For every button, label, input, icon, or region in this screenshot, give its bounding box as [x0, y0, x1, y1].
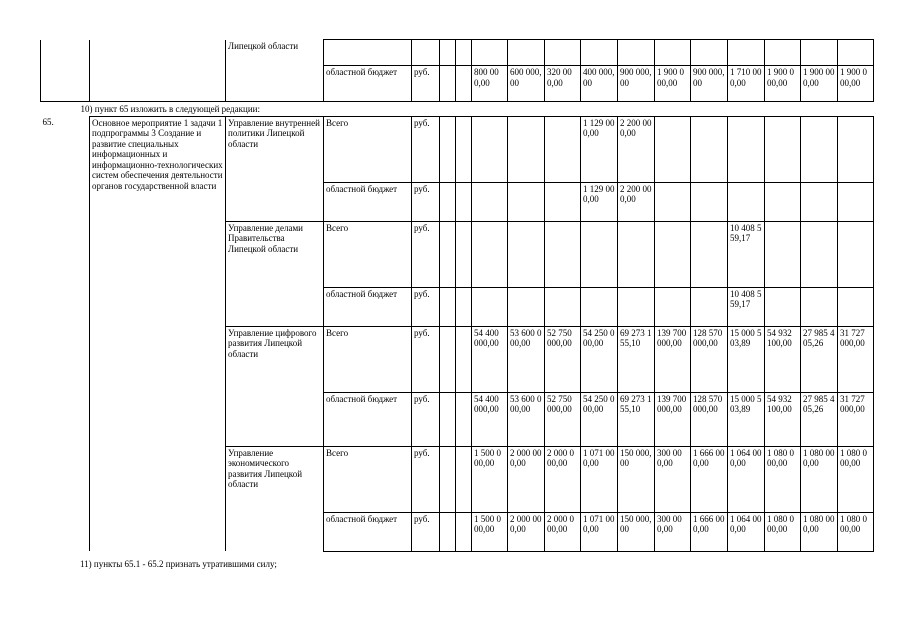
row-unit: руб. — [412, 512, 440, 551]
value-cell — [456, 40, 472, 66]
value-cell — [456, 326, 472, 392]
value-cell: 2 000 000,00 — [545, 512, 581, 551]
value-cell: 150 000,00 — [618, 512, 655, 551]
value-cell — [801, 182, 838, 221]
value-cell — [508, 221, 545, 287]
value-cell — [581, 40, 618, 66]
value-cell: 54 400 000,00 — [472, 392, 508, 446]
value-cell: 15 000 503,89 — [728, 326, 765, 392]
row-unit: руб. — [412, 287, 440, 326]
top-row-label: областной бюджет — [324, 66, 412, 102]
department-name: Управление внутренней политики Липецкой области — [226, 116, 324, 221]
value-cell — [456, 182, 472, 221]
value-cell: 10 408 559,17 — [728, 221, 765, 287]
value-cell: 320 000,00 — [545, 66, 581, 102]
value-cell — [765, 182, 801, 221]
value-cell: 1 666 000,00 — [691, 446, 728, 512]
row-label: Всего — [324, 221, 412, 287]
value-cell — [508, 287, 545, 326]
value-cell — [545, 287, 581, 326]
row-unit: руб. — [412, 446, 440, 512]
value-cell — [472, 116, 508, 182]
value-cell — [801, 116, 838, 182]
value-cell: 1 500 000,00 — [472, 446, 508, 512]
value-cell: 31 727 000,00 — [838, 392, 874, 446]
value-cell — [581, 287, 618, 326]
value-cell: 150 000,00 — [618, 446, 655, 512]
value-cell: 53 600 000,00 — [508, 392, 545, 446]
value-cell: 69 273 155,10 — [618, 392, 655, 446]
value-cell — [456, 392, 472, 446]
row-label: областной бюджет — [324, 182, 412, 221]
value-cell: 1 900 000,00 — [655, 66, 691, 102]
value-cell: 2 000 000,00 — [545, 446, 581, 512]
value-cell: 2 000 000,00 — [508, 512, 545, 551]
value-cell — [801, 287, 838, 326]
value-cell: 300 000,00 — [655, 512, 691, 551]
value-cell — [801, 221, 838, 287]
row-label: Всего — [324, 326, 412, 392]
value-cell: 1 710 000,00 — [728, 66, 765, 102]
top-department-cell: Липецкой области — [226, 40, 324, 102]
value-cell: 900 000,00 — [691, 66, 728, 102]
row-label: Всего — [324, 116, 412, 182]
row-unit: руб. — [412, 326, 440, 392]
value-cell — [655, 287, 691, 326]
value-cell — [324, 40, 412, 66]
row-label: областной бюджет — [324, 287, 412, 326]
value-cell — [618, 287, 655, 326]
value-cell — [440, 116, 456, 182]
value-cell — [440, 392, 456, 446]
item-number: 65. — [41, 116, 90, 551]
value-cell: 69 273 155,10 — [618, 326, 655, 392]
value-cell — [508, 182, 545, 221]
value-cell: 1 064 000,00 — [728, 512, 765, 551]
value-cell — [765, 40, 801, 66]
value-cell: 31 727 000,00 — [838, 326, 874, 392]
value-cell: 54 400 000,00 — [472, 326, 508, 392]
value-cell — [691, 287, 728, 326]
value-cell — [545, 221, 581, 287]
value-cell — [456, 221, 472, 287]
value-cell: 1 129 000,00 — [581, 116, 618, 182]
value-cell: 15 000 503,89 — [728, 392, 765, 446]
item-description: Основное мероприятие 1 задачи 1 подпрограммы 3 Создание и развитие специальных информационных и информационно-технологических систем обеспечения деятельности органов государственной власти — [90, 116, 226, 551]
value-cell: 2 200 000,00 — [618, 116, 655, 182]
value-cell — [691, 40, 728, 66]
value-cell: 1 071 000,00 — [581, 512, 618, 551]
value-cell — [508, 116, 545, 182]
value-cell: 1 900 000,00 — [765, 66, 801, 102]
value-cell — [655, 40, 691, 66]
value-cell: 27 985 405,26 — [801, 392, 838, 446]
value-cell: 54 250 000,00 — [581, 326, 618, 392]
value-cell: 139 700 000,00 — [655, 326, 691, 392]
table-row — [41, 116, 874, 182]
value-cell: 1 080 000,00 — [765, 446, 801, 512]
value-cell — [412, 40, 440, 66]
value-cell: 1 080 000,00 — [801, 512, 838, 551]
value-cell — [838, 40, 874, 66]
value-cell: 1 080 000,00 — [765, 512, 801, 551]
value-cell: 1 080 000,00 — [838, 446, 874, 512]
row-unit: руб. — [412, 221, 440, 287]
value-cell: 10 408 559,17 — [728, 287, 765, 326]
value-cell: 2 200 000,00 — [618, 182, 655, 221]
row-unit: руб. — [412, 392, 440, 446]
value-cell — [655, 221, 691, 287]
value-cell: 1 080 000,00 — [838, 512, 874, 551]
value-cell — [472, 287, 508, 326]
row-unit: руб. — [412, 182, 440, 221]
value-cell — [838, 221, 874, 287]
value-cell: 1 080 000,00 — [801, 446, 838, 512]
value-cell: 1 071 000,00 — [581, 446, 618, 512]
value-cell — [472, 182, 508, 221]
value-cell — [440, 182, 456, 221]
value-cell — [691, 116, 728, 182]
value-cell: 52 750 000,00 — [545, 326, 581, 392]
value-cell: 139 700 000,00 — [655, 392, 691, 446]
row-unit: руб. — [412, 116, 440, 182]
value-cell — [440, 326, 456, 392]
value-cell: 300 000,00 — [655, 446, 691, 512]
value-cell — [456, 116, 472, 182]
value-cell — [440, 40, 456, 66]
value-cell — [545, 40, 581, 66]
value-cell — [456, 66, 472, 102]
value-cell — [618, 40, 655, 66]
value-cell — [765, 116, 801, 182]
value-cell — [655, 182, 691, 221]
value-cell: 52 750 000,00 — [545, 392, 581, 446]
value-cell — [838, 116, 874, 182]
value-cell — [440, 287, 456, 326]
instruction-row — [41, 102, 874, 117]
value-cell — [472, 221, 508, 287]
value-cell — [765, 287, 801, 326]
value-cell — [691, 221, 728, 287]
value-cell — [691, 182, 728, 221]
value-cell — [456, 446, 472, 512]
row-label: областной бюджет — [324, 512, 412, 551]
value-cell: 54 250 000,00 — [581, 392, 618, 446]
value-cell: 400 000,00 — [581, 66, 618, 102]
top-number-cell — [41, 40, 90, 102]
value-cell: 900 000,00 — [618, 66, 655, 102]
budget-table — [40, 39, 874, 552]
department-name: Управление экономического развития Липецкой области — [226, 446, 324, 551]
row-label: Всего — [324, 446, 412, 512]
value-cell — [801, 40, 838, 66]
value-cell — [765, 221, 801, 287]
value-cell — [545, 182, 581, 221]
value-cell — [838, 182, 874, 221]
value-cell: 2 000 000,00 — [508, 446, 545, 512]
value-cell — [728, 182, 765, 221]
value-cell: 1 900 000,00 — [838, 66, 874, 102]
value-cell: 1 500 000,00 — [472, 512, 508, 551]
value-cell: 800 000,00 — [472, 66, 508, 102]
value-cell: 54 932 100,00 — [765, 392, 801, 446]
value-cell: 1 064 000,00 — [728, 446, 765, 512]
instruction-text: 11) пункты 65.1 - 65.2 признать утратившими силу; — [80, 559, 277, 569]
value-cell: 53 600 000,00 — [508, 326, 545, 392]
top-row-unit: руб. — [412, 66, 440, 102]
value-cell: 1 666 000,00 — [691, 512, 728, 551]
value-cell — [456, 287, 472, 326]
value-cell: 600 000,00 — [508, 66, 545, 102]
value-cell — [838, 287, 874, 326]
value-cell: 128 570 000,00 — [691, 326, 728, 392]
department-name: Управление цифрового развития Липецкой области — [226, 326, 324, 446]
value-cell — [440, 66, 456, 102]
value-cell — [728, 40, 765, 66]
value-cell — [728, 116, 765, 182]
value-cell — [440, 221, 456, 287]
value-cell: 128 570 000,00 — [691, 392, 728, 446]
value-cell — [440, 446, 456, 512]
value-cell — [545, 116, 581, 182]
department-name: Управление делами Правительства Липецкой области — [226, 221, 324, 326]
value-cell: 54 932 100,00 — [765, 326, 801, 392]
value-cell — [508, 40, 545, 66]
value-cell: 27 985 405,26 — [801, 326, 838, 392]
value-cell — [655, 116, 691, 182]
value-cell — [618, 221, 655, 287]
instruction-text: 10) пункт 65 изложить в следующей редакции: — [80, 104, 260, 114]
value-cell: 1 900 000,00 — [801, 66, 838, 102]
top-description-cell — [90, 40, 226, 102]
value-cell — [581, 221, 618, 287]
row-label: областной бюджет — [324, 392, 412, 446]
value-cell — [456, 512, 472, 551]
top-block-row — [41, 40, 874, 66]
value-cell: 1 129 000,00 — [581, 182, 618, 221]
value-cell — [440, 512, 456, 551]
value-cell — [472, 40, 508, 66]
